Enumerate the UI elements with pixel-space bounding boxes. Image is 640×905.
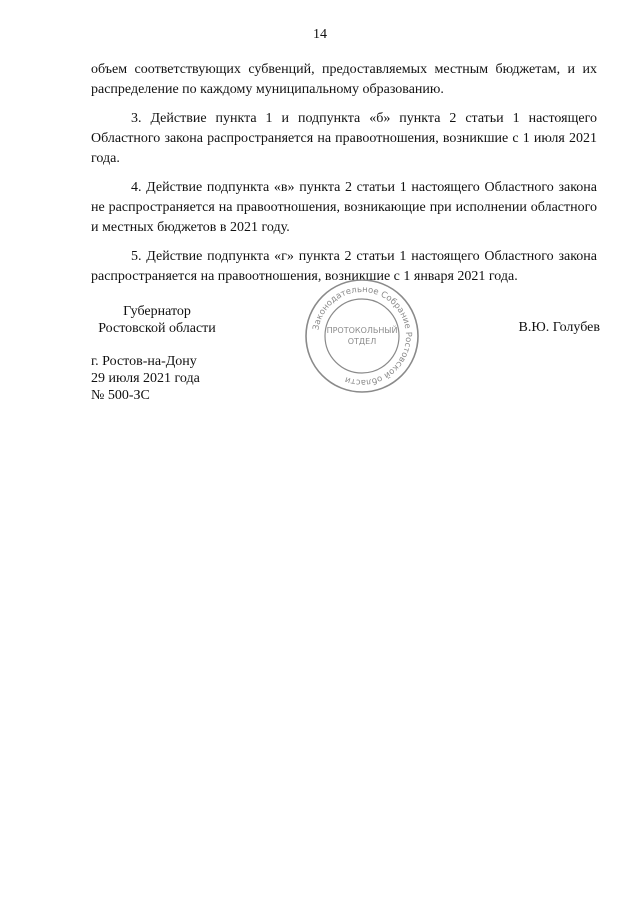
stamp-ring-text: Законодательное Собрание Ростовской области <box>311 284 414 388</box>
stamp-inner-ring <box>325 299 399 373</box>
signatory-title-line1: Губернатор <box>123 304 191 319</box>
document-body <box>91 60 597 296</box>
signatory-title-line2: Ростовской области <box>98 321 216 336</box>
stamp-outer-ring <box>306 280 418 392</box>
official-stamp <box>302 276 422 396</box>
stamp-center-line1: ПРОТОКОЛЬНЫЙ <box>326 326 398 335</box>
document-date: 29 июля 2021 года <box>91 371 200 386</box>
paragraph-continuation: объем соответствующих субвенций, предоставляемых местным бюджетам, и их распределение по каждому муниципальному образованию. <box>91 62 597 97</box>
document-number: № 500-ЗС <box>91 388 150 403</box>
page-number: 14 <box>313 27 327 42</box>
place-city: г. Ростов-на-Дону <box>91 354 197 369</box>
signatory-name: В.Ю. Голубев <box>518 320 600 335</box>
paragraph-4: 4. Действие подпункта «в» пункта 2 статьи 1 настоящего Областного закона не распространяется на правоотношения, возникающие при исполнении областного и местных бюджетов в 2021 году. <box>91 180 597 235</box>
place-date-block <box>91 353 200 404</box>
paragraph-3: 3. Действие пункта 1 и подпункта «б» пункта 2 статьи 1 настоящего Областного закона распространяется на правоотношения, возникшие с 1 июля 2021 года. <box>91 111 597 166</box>
stamp-center-line2: ОТДЕЛ <box>347 337 377 346</box>
signatory-title <box>92 303 222 337</box>
paragraph-5: 5. Действие подпункта «г» пункта 2 статьи 1 настоящего Областного закона распространяется на правоотношения, возникшие с 1 января 2021 года. <box>91 249 597 284</box>
